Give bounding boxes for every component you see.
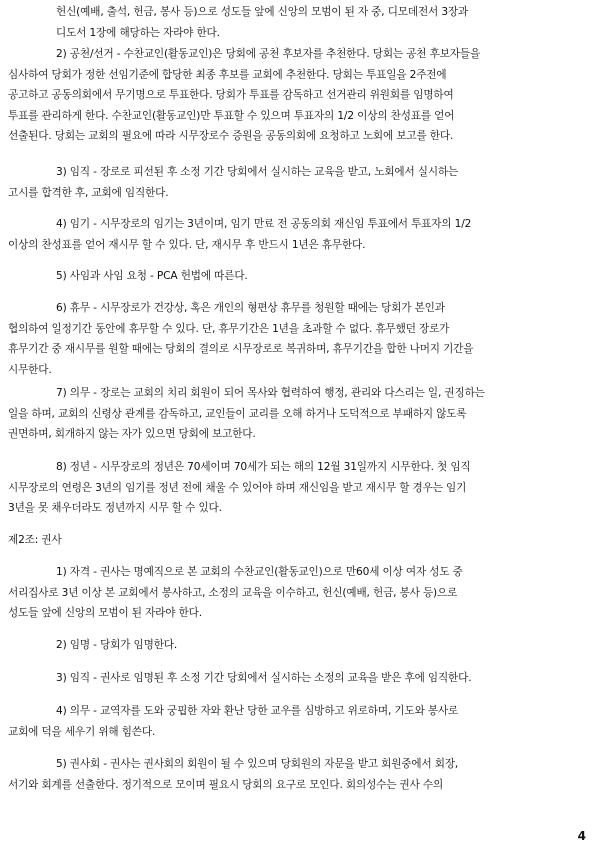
- text-line: 2) 공천/선거 - 수찬교인(활동교인)은 당회에 공천 후보자를 추천한다. 당회는 공천 후보자들을: [56, 48, 481, 60]
- text-line: 1) 자격 - 권사는 명예직으로 본 교회의 수찬교인(활동교인)으로 만60세 이상 여자 성도 중: [56, 566, 463, 578]
- paragraph: [8, 266, 602, 287]
- text-line: 서기와 회계를 선출한다. 정기적으로 모이며 필요시 당회의 요구로 모인다. 회의성수는 권사 수의: [8, 778, 444, 791]
- text-line: 선출된다. 당회는 교회의 필요에 따라 시무장로수 증원을 공동의회에 요청하고 노회에 보고를 한다.: [8, 130, 454, 142]
- text-line: 헌신(예배, 출석, 헌금, 봉사 등)으로 성도들 앞에 신앙의 모범이 된 자 중, 디모데전서 3장과: [56, 6, 469, 18]
- section-heading: 제2조: 권사: [8, 534, 62, 546]
- page-number: 4: [577, 829, 586, 843]
- text-line: 이상의 찬성표를 얻어 재시무 할 수 있다. 단, 재시무 후 반드시 1년은 휴무한다.: [8, 238, 366, 251]
- text-line: 협의하여 일정기간 동안에 휴무할 수 있다. 단, 휴무기간은 1년을 초과할 수 없다. 휴무했던 장로가: [8, 322, 450, 335]
- text-line: 디도서 1장에 해당하는 자라야 한다.: [56, 26, 220, 39]
- text-line: 3) 임직 - 권사로 임명된 후 소정 기간 당회에서 실시하는 소정의 교육을 받은 후에 임직한다.: [56, 672, 472, 684]
- paragraph: [8, 562, 602, 624]
- text-line: 4) 임기 - 시무장로의 임기는 3년이며, 임기 만료 전 공동의회 재신임 투표에서 투표자의 1/2: [56, 218, 472, 230]
- paragraph: [8, 383, 602, 445]
- paragraph: [8, 457, 602, 519]
- text-line: 3년을 못 채우더라도 정년까지 시무 할 수 있다.: [8, 502, 222, 514]
- text-line: 5) 사임과 사임 요청 - PCA 헌법에 따른다.: [56, 270, 248, 282]
- paragraph: [8, 668, 602, 689]
- text-line: 일을 하며, 교회의 신령상 관계를 감독하고, 교인들이 교리를 오해 하거나 도덕적으로 부패하지 않도록: [8, 407, 467, 420]
- text-line: 8) 정년 - 시무장로의 정년은 70세이며 70세가 되는 해의 12월 31일까지 시무한다. 첫 임직: [56, 461, 471, 473]
- paragraph: [8, 298, 602, 380]
- paragraph: [8, 701, 602, 742]
- text-line: 성도들 앞에 신앙의 모범이 된 자라야 한다.: [8, 607, 202, 619]
- text-line: 3) 임직 - 장로로 피선된 후 소정 기간 당회에서 실시하는 교육을 받고, 노회에서 실시하는: [56, 166, 459, 178]
- paragraph: [8, 214, 602, 255]
- text-line: 서리집사로 3년 이상 본 교회에서 봉사하고, 소정의 교육을 이수하고, 헌신(예배, 헌금, 봉사 등)으로: [8, 586, 458, 599]
- paragraph: [8, 530, 602, 551]
- text-line: 교회에 덕을 세우기 위해 힘쓴다.: [8, 725, 156, 738]
- paragraph: [8, 754, 602, 795]
- paragraph: [8, 44, 602, 147]
- text-line: 고시를 합격한 후, 교회에 임직한다.: [8, 186, 169, 199]
- text-line: 권면하며, 회개하지 않는 자가 있으면 당회에 보고한다.: [8, 428, 256, 440]
- text-line: 4) 의무 - 교역자를 도와 궁핍한 자와 환난 당한 교우를 심방하고 위로하며, 기도와 봉사로: [56, 705, 459, 717]
- text-line: 휴무기간 중 재시무를 원할 때에는 당회의 결의로 시무장로로 복귀하며, 휴무기간을 합한 나머지 기간을: [8, 343, 474, 355]
- paragraph: [8, 635, 602, 656]
- text-line: 시무한다.: [8, 363, 52, 376]
- text-line: 공고하고 공동의회에서 무기명으로 투표한다. 당회가 투표를 감독하고 선거관리 위원회를 임명하여: [8, 89, 454, 101]
- text-line: 2) 임명 - 당회가 임명한다.: [56, 639, 178, 651]
- paragraph: [8, 162, 602, 203]
- text-line: 투표를 관리하게 한다. 수찬교인(활동교인)만 투표할 수 있으며 투표자의 1/2 이상의 찬성표를 얻어: [8, 109, 455, 122]
- paragraph: [8, 2, 602, 43]
- text-line: 5) 권사회 - 권사는 권사회의 회원이 될 수 있으며 당회원의 자문을 받고 회원중에서 회장,: [56, 758, 459, 770]
- text-line: 6) 휴무 - 시무장로가 건강상, 혹은 개인의 형편상 휴무를 청원할 때에는 당회가 본인과: [56, 302, 445, 314]
- text-line: 심사하여 당회가 정한 선임기준에 합당한 최종 후보를 교회에 추천한다. 당회는 투표일을 2주전에: [8, 68, 447, 81]
- text-line: 7) 의무 - 장로는 교회의 치리 회원이 되어 목사와 협력하여 행정, 관리와 다스리는 일, 권징하는: [56, 387, 485, 399]
- text-line: 시무장로의 연령은 3년의 임기를 정년 전에 채울 수 있어야 하며 재신임을 받고 재시무 할 경우는 임기: [8, 481, 467, 494]
